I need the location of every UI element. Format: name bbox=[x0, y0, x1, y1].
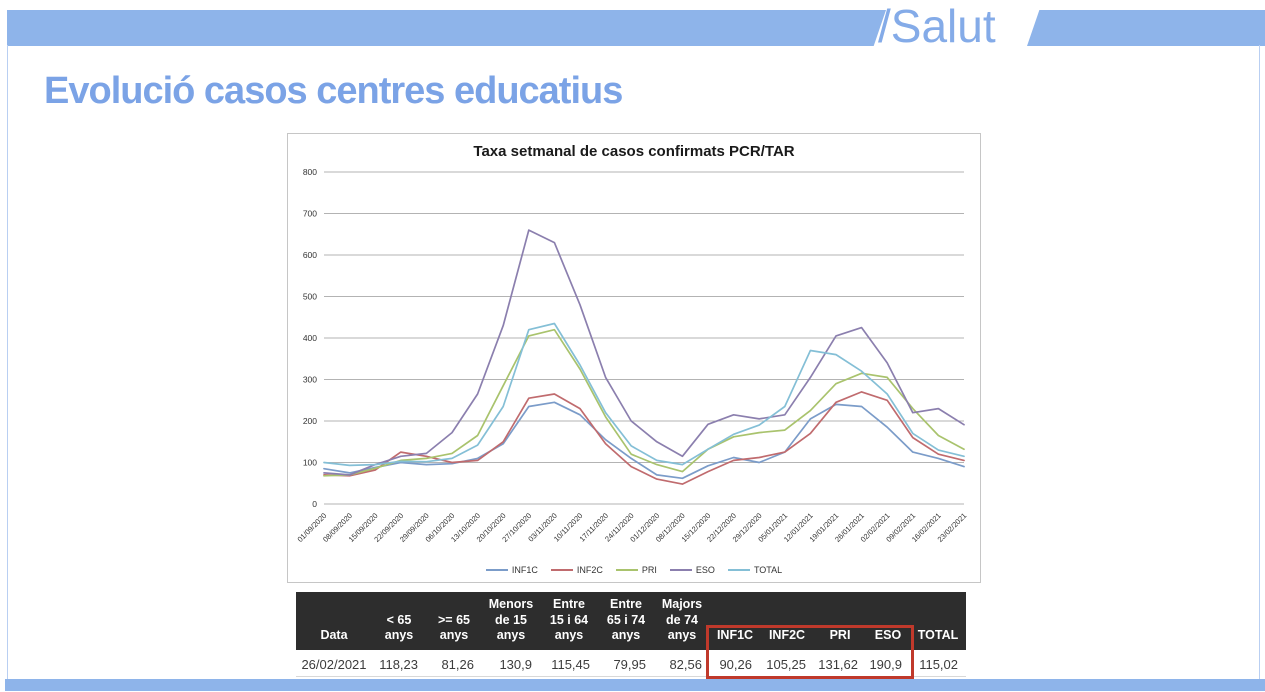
cell-value: 81,26 bbox=[426, 651, 482, 677]
legend-item-eso bbox=[670, 565, 715, 575]
column-header-line: < 65 bbox=[386, 612, 412, 627]
legend-swatch-eso bbox=[670, 569, 692, 571]
cell-value: 131,62 bbox=[814, 651, 866, 677]
column-header-line: PRI bbox=[829, 628, 851, 643]
slide-border-right bbox=[1259, 45, 1260, 679]
column-header-data bbox=[296, 592, 372, 651]
data-table bbox=[296, 592, 966, 677]
x-axis-tick-label: 24/11/2020 bbox=[603, 511, 636, 544]
column-header-total bbox=[910, 592, 966, 651]
x-axis-tick-label: 09/02/2021 bbox=[884, 511, 918, 544]
x-axis-tick-label: 13/10/2020 bbox=[449, 511, 483, 544]
cell-value: 82,56 bbox=[654, 651, 710, 677]
column-header-line: anys bbox=[384, 628, 414, 643]
cell-value: 90,26 bbox=[710, 651, 760, 677]
column-header-line: 15 i 64 bbox=[549, 612, 589, 627]
column-header-entre-65-i-74-anys bbox=[598, 592, 654, 651]
x-axis-tick-label: 10/11/2020 bbox=[551, 511, 585, 544]
column-header-line: 65 i 74 bbox=[606, 612, 646, 627]
legend-label: INF1C bbox=[511, 565, 538, 575]
column-header-line: anys bbox=[611, 628, 641, 643]
x-axis-tick-label: 29/09/2020 bbox=[397, 511, 431, 544]
column-header-majors-de-74-anys bbox=[654, 592, 710, 651]
column-header-line: de 15 bbox=[495, 612, 527, 627]
x-axis-tick-label: 19/01/2021 bbox=[807, 511, 841, 544]
y-axis-tick-label: 0 bbox=[312, 499, 317, 509]
column-header-eso bbox=[866, 592, 910, 651]
cell-value: 118,23 bbox=[372, 651, 426, 677]
legend-swatch-pri bbox=[616, 569, 638, 571]
x-axis-tick-label: 22/09/2020 bbox=[372, 511, 406, 544]
legend-swatch-inf2c bbox=[551, 569, 573, 571]
column-header-line: anys bbox=[554, 628, 584, 643]
series-line-eso bbox=[324, 230, 964, 475]
y-axis-tick-label: 500 bbox=[302, 291, 317, 302]
x-axis-tick-label: 06/10/2020 bbox=[423, 511, 457, 544]
line-chart bbox=[288, 160, 980, 554]
column-header-line: anys bbox=[439, 628, 469, 643]
column-header-inf2c bbox=[760, 592, 814, 651]
column-header-pri bbox=[814, 592, 866, 651]
y-axis-tick-label: 300 bbox=[302, 374, 317, 385]
column-header-line: de 74 bbox=[666, 612, 698, 627]
slide-border-left bbox=[7, 45, 8, 679]
x-axis-tick-label: 26/01/2021 bbox=[833, 511, 867, 544]
series-line-inf1c bbox=[324, 402, 964, 478]
series-line-inf2c bbox=[324, 392, 964, 484]
brand-logo: /Salut bbox=[878, 0, 996, 52]
x-axis-tick-label: 12/01/2021 bbox=[781, 511, 815, 544]
x-axis-tick-label: 15/12/2020 bbox=[679, 511, 713, 544]
column-header-line: TOTAL bbox=[917, 628, 959, 643]
footer-bar bbox=[5, 679, 1265, 691]
x-axis-tick-label: 27/10/2020 bbox=[500, 511, 534, 544]
x-axis-tick-label: 08/09/2020 bbox=[321, 511, 355, 544]
x-axis-tick-label: 16/02/2021 bbox=[909, 511, 943, 544]
column-header-line: anys bbox=[667, 628, 697, 643]
table-header-row bbox=[296, 592, 966, 651]
x-axis-tick-label: 20/10/2020 bbox=[474, 511, 508, 544]
cell-value: 79,95 bbox=[598, 651, 654, 677]
y-axis-tick-label: 800 bbox=[302, 167, 317, 177]
x-axis-tick-label: 17/11/2020 bbox=[577, 511, 611, 544]
column-header-line: INF1C bbox=[716, 628, 754, 643]
column-header-entre-15-i-64-anys bbox=[540, 592, 598, 651]
header-band-right bbox=[1027, 10, 1265, 46]
column-header-line: Entre bbox=[610, 597, 642, 612]
x-axis-tick-label: 15/09/2020 bbox=[346, 511, 380, 544]
legend-swatch-total bbox=[728, 569, 750, 571]
legend-swatch-inf1c bbox=[486, 569, 508, 571]
column-header-line: anys bbox=[496, 628, 526, 643]
x-axis-tick-label: 22/12/2020 bbox=[705, 511, 739, 544]
legend-item-inf2c bbox=[551, 565, 603, 575]
x-axis-tick-label: 23/02/2021 bbox=[935, 511, 969, 544]
x-axis-tick-label: 08/12/2020 bbox=[653, 511, 687, 544]
column-header-inf1c bbox=[710, 592, 760, 651]
cell-value: 115,45 bbox=[540, 651, 598, 677]
chart-title: Taxa setmanal de casos confirmats PCR/TAR bbox=[473, 143, 795, 160]
legend-label: INF2C bbox=[576, 565, 603, 575]
x-axis-tick-label: 29/12/2020 bbox=[730, 511, 764, 544]
legend-item-pri bbox=[616, 565, 657, 575]
page-title: Evolució casos centres educatius bbox=[44, 70, 623, 112]
cell-date: 26/02/2021 bbox=[296, 651, 372, 677]
legend-label: PRI bbox=[641, 565, 657, 575]
column-header-line: Menors bbox=[488, 597, 534, 612]
cell-value: 115,02 bbox=[910, 651, 966, 677]
table-row bbox=[296, 651, 966, 677]
x-axis-tick-label: 01/12/2020 bbox=[628, 511, 662, 544]
column-header-menors-de-15-anys bbox=[482, 592, 540, 651]
legend-label: ESO bbox=[695, 565, 715, 575]
x-axis-tick-label: 02/02/2021 bbox=[858, 511, 892, 544]
legend-item-total bbox=[728, 565, 782, 575]
y-axis-tick-label: 700 bbox=[302, 208, 317, 219]
x-axis-tick-label: 03/11/2020 bbox=[526, 511, 559, 544]
y-axis-tick-label: 400 bbox=[302, 333, 317, 343]
chart-panel bbox=[287, 133, 981, 583]
legend-item-inf1c bbox=[486, 565, 538, 575]
column-header-line: INF2C bbox=[768, 628, 806, 643]
column-header-line: Entre bbox=[553, 597, 585, 612]
x-axis-tick-label: 01/09/2020 bbox=[295, 511, 329, 544]
column-header-line: Data bbox=[320, 628, 348, 643]
column-header--65-anys bbox=[426, 592, 482, 651]
column-header-line: ESO bbox=[874, 628, 902, 643]
cell-value: 105,25 bbox=[760, 651, 814, 677]
data-table-wrap bbox=[296, 592, 966, 677]
chart-legend bbox=[288, 565, 980, 575]
column-header-line: Majors bbox=[661, 597, 703, 612]
y-axis-tick-label: 100 bbox=[302, 457, 317, 468]
cell-value: 130,9 bbox=[482, 651, 540, 677]
column-header--65-anys bbox=[372, 592, 426, 651]
x-axis-tick-label: 05/01/2021 bbox=[756, 511, 790, 544]
column-header-line: >= 65 bbox=[438, 612, 470, 627]
y-axis-tick-label: 600 bbox=[302, 250, 317, 260]
legend-label: TOTAL bbox=[753, 565, 783, 575]
cell-value: 190,9 bbox=[866, 651, 910, 677]
header-band-left bbox=[7, 10, 886, 46]
y-axis-tick-label: 200 bbox=[302, 416, 317, 426]
